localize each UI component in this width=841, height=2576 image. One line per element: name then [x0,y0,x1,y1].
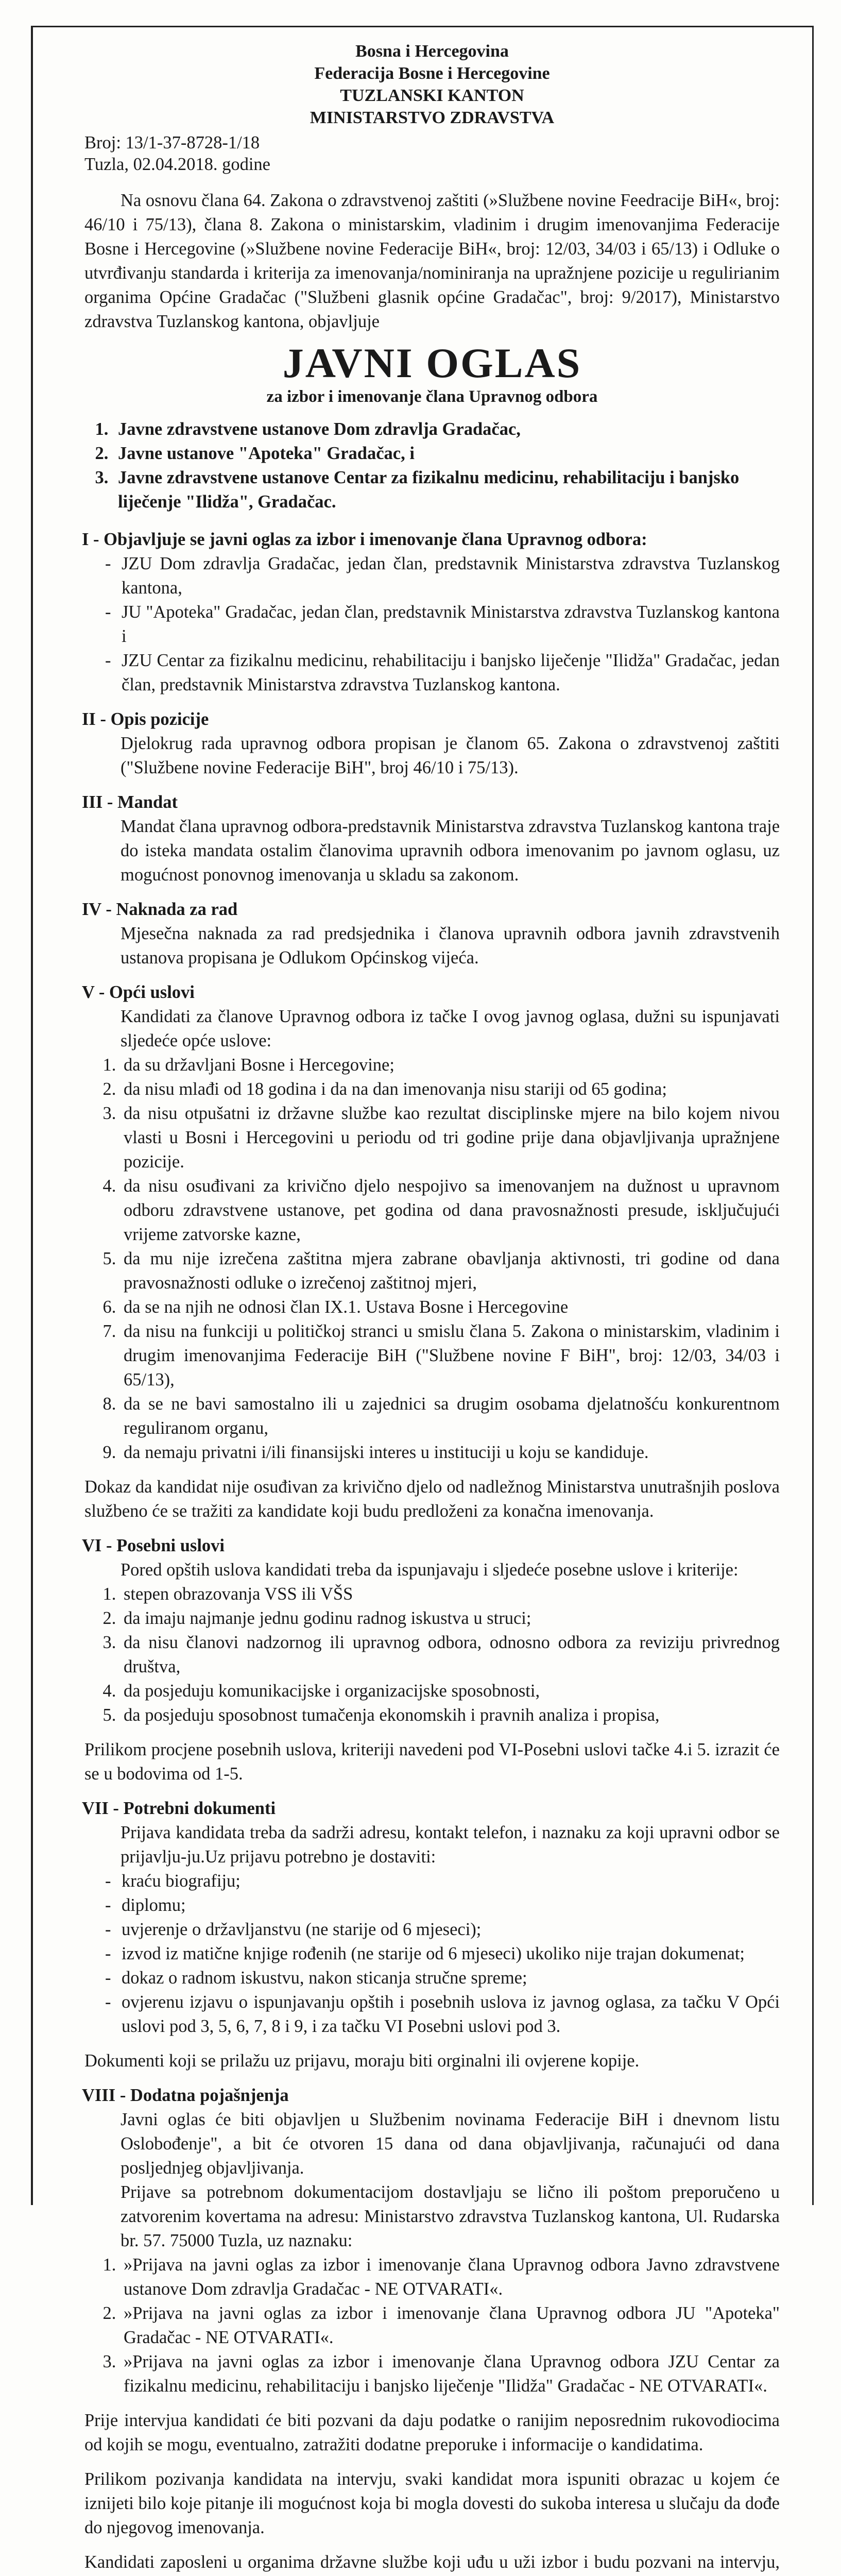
section-additional-clarifications [84,2083,780,2398]
section-heading: I - Objavljuje se javni oglas za izbor i imenovanje člana Upravnog odbora: [82,530,647,549]
list-item: - izvod iz matične knjige rođenih (ne starije od 6 mjeseci) ukoliko nije trajan dokumenat; [105,1942,780,1966]
section-lead: Prijava kandidata treba da sadrži adresu, kontakt telefon, i naznaku za koji upravni odbor se prijavlju-ju.Uz prijavu potrebno je dostaviti: [121,1823,780,1867]
publication-paragraph: Javni oglas će biti objavljen u Službenim novinama Federacije BiH i dnevnom listu Oslobođenje", a bit će otvoren 15 dana od dana objavljivanja, računajući od dana posljednjeg objavljivanja. [121,2110,780,2178]
section-heading: IV - Naknada za rad [82,900,238,919]
intro-paragraph: Na osnovu člana 64. Zakona o zdravstvenoj zaštiti (»Službene novine Feedracije BiH«, broj: 46/10 i 75/13), člana 8. Zakona o ministarskim, vladinim i drugim imenovanjima Federacije Bosne i Hercegovine (»Službene novine Federacije BiH«, broj: 12/03, 34/03 i 65/13) i Odluke o utvrđivanju standarda i kriterija za imenovanja/nominiranja na upražnjene pozicije u regulirianim organima Općine Gradačac ("Službeni glasnik općine Gradačac", broj: 9/2017), Ministarstvo zdravstva Tuzlanskog kantona, objavljuje [84,191,780,331]
section-text: Djelokrug rada upravnog odbora propisan je članom 65. Zakona o zdravstvenoj zaštiti ("Službene novine Federacije BiH", broj 46/10 i 75/13). [121,734,780,777]
special-conditions-list [84,1582,780,1727]
list-item: 6. da se na njih ne odnosi član IX.1. Ustava Bosne i Hercegovine [121,1295,780,1319]
header-ministry: MINISTARSTVO ZDRAVSTVA [310,108,555,127]
required-documents-list [84,1869,780,2039]
list-item: - JZU Centar za fizikalnu medicinu, rehabilitaciju i banjsko liječenje "Ilidža" Gradačac, jedan član, predstavnik Ministarstva zdravstva Tuzlanskog kantona. [105,649,780,697]
criminal-record-note: Dokaz da kandidat nije osuđivan za krivično djelo od nadležnog Ministarstva unutrašnjih poslova službeno će se tražiti za kandidate koji budu predloženi za konačna imenovanja. [84,1477,780,1521]
submission-paragraph: Prijave sa potrebnom dokumentacijom dostavljaju se lično ili poštom preporučeno u zatvorenim kovertama na adresu: Ministarstvo zdravstva Tuzlanskog kantona, Ul. Rudarska br. 57. 75000 Tuzla, uz naznaku: [121,2182,780,2250]
list-item: 3. da nisu otpušatni iz državne službe kao rezultat disciplinske mjere na bilo kojem nivou vlasti u Bosni i Hercegovini u periodu od tri godine prije dana objavljivanja upražnjene pozicije. [121,1101,780,1174]
list-item: - JU "Apoteka" Gradačac, jedan član, predstavnik Ministarstva zdravstva Tuzlanskog kantona i [105,600,780,649]
section-general-conditions [84,980,780,1465]
list-item: 1. »Prijava na javni oglas za izbor i imenovanje člana Upravnog odbora Javno zdravstvene ustanove Dom zdravlja Gradačac - NE OTVARATI«. [121,2253,780,2301]
list-item: 8. da se ne bavi samostalno ili u zajednici sa drugim osobama djelatnošću konkurentnom reguliranom organu, [121,1392,780,1440]
institution-item: 2. Javne ustanove "Apoteka" Gradačac, i [113,442,780,466]
civil-servants-paragraph: Kandidati zaposleni u organima državne službe koji uđu u uži izbor i budu pozvani na intervju, [84,2552,780,2572]
document-content [84,40,780,2576]
section-heading: VII - Potrebni dokumenti [82,1799,276,1818]
section-heading: V - Opći uslovi [82,982,195,1002]
issuer-header [84,40,780,129]
document-title: JAVNI OGLAS [282,340,582,386]
list-item: 3. »Prijava na javni oglas za izbor i imenovanje člana Upravnog odbora JZU Centar za fizikalnu medicinu, rehabilitaciju i banjsko liječenje "Ilidža" Gradačac - NE OTVARATI«. [121,2350,780,2398]
list-item: 5. da posjeduju sposobnost tumačenja ekonomskih i pravnih analiza i propisa, [121,1703,780,1727]
envelope-labels-list [84,2253,780,2398]
section-heading: III - Mandat [82,792,178,812]
general-conditions-list [84,1053,780,1465]
section-special-conditions [84,1534,780,1727]
board-positions-list [84,552,780,697]
reference-number: Broj: 13/1-37-8728-1/18 [84,133,260,152]
section-text: Mjesečna naknada za rad predsjednika i članova upravnih odbora javnih zdravstvenih ustanova propisana je Odlukom Općinskog vijeća. [121,924,780,968]
list-item: 1. da su državljani Bosne i Hercegovine; [121,1053,780,1077]
list-item: 3. da nisu članovi nadzornog ili upravnog odbora, odnosno odbora za reviziju privrednog društva, [121,1631,780,1679]
conflict-of-interest-paragraph: Prilikom pozivanja kandidata na intervju, svaki kandidat mora ispuniti obrazac u kojem će iznijeti bilo koje pitanje ili mogućnost koja bi mogla dovesti do sukoba interesa u slučaju da dođe do njegovog imenovanja. [84,2469,780,2537]
institutions-list [84,417,780,514]
section-mandate [84,790,780,887]
section-lead: Kandidati za članove Upravnog odbora iz tačke I ovog javnog oglasa, dužni su ispunjavati sljedeće opće uslove: [121,1007,780,1050]
list-item: - dokaz o radnom iskustvu, nakon sticanja stručne spreme; [105,1966,780,1990]
header-federation: Federacija Bosne i Hercegovine [314,64,550,83]
interview-references-paragraph: Prije intervjua kandidati će biti pozvani da daju podatke o ranijim neposrednim rukovodiocima od kojih se mogu, eventualno, zatražiti dodatne preporuke i informacije o kandidatima. [84,2411,780,2454]
document-frame [31,26,814,2572]
list-item: 9. da nemaju privatni i/ili finansijski interes u instituciji u koju se kandiduje. [121,1440,780,1465]
list-item: 2. da imaju najmanje jednu godinu radnog iskustva u struci; [121,1606,780,1631]
section-compensation [84,897,780,970]
section-required-documents [84,1797,780,2039]
scoring-note: Prilikom procjene posebnih uslova, kriteriji navedeni pod VI-Posebni uslovi tačke 4.i 5. izrazit će se u bodovima od 1-5. [84,1740,780,1784]
documents-note: Dokumenti koji se prilažu uz prijavu, moraju biti orginalni ili ovjerene kopije. [84,2051,640,2071]
list-item: 2. da nisu mlađi od 18 godina i da na dan imenovanja nisu stariji od 65 godina; [121,1077,780,1101]
list-item: - diplomu; [105,1893,780,1918]
section-heading: VI - Posebni uslovi [82,1536,225,1555]
list-item: - ovjerenu izjavu o ispunjavanju opštih i posebnih uslova iz javnog oglasa, za tačku V Opći uslovi pod 3, 5, 6, 7, 8 i 9, i za tačku VI Posebni uslovi pod 3. [105,1990,780,2039]
list-item: - JZU Dom zdravlja Gradačac, jedan član, predstavnik Ministarstva zdravstva Tuzlanskog kantona, [105,552,780,600]
section-position-description [84,707,780,780]
section-announcement [84,528,780,697]
section-heading: II - Opis pozicije [82,709,209,729]
list-item: 5. da mu nije izrečena zaštitna mjera zabrane obavljanja aktivnosti, tri godine od dana pravosnažnosti odluke o izrečenoj zaštitnoj mjeri, [121,1247,780,1295]
document-meta [84,132,780,175]
section-text: Mandat člana upravnog odbora-predstavnik Ministarstva zdravstva Tuzlanskog kantona traje do isteka mandata ostalim članovima upravnih odbora imenovanim po javnom oglasu, uz mogućnost ponovnog imenovanja u skladu sa zakonom. [121,817,780,885]
place-date: Tuzla, 02.04.2018. godine [84,155,270,174]
list-item: - uvjerenje o državljanstvu (ne starije od 6 mjeseci); [105,1918,780,1942]
list-item: 2. »Prijava na javni oglas za izbor i imenovanje člana Upravnog odbora JU "Apoteka" Gradačac - NE OTVARATI«. [121,2301,780,2350]
list-item: 7. da nisu na funkciji u političkoj stranci u smislu člana 5. Zakona o ministarskim, vladinim i drugim imenovanjima Federacije BiH ("Službene novine F BiH", broj: 12/03, 34/03 i 65/13), [121,1319,780,1392]
document-subtitle: za izbor i imenovanje člana Upravnog odbora [266,387,598,406]
header-canton: TUZLANSKI KANTON [340,86,524,105]
institution-item: 3. Javne zdravstvene ustanove Centar za fizikalnu medicinu, rehabilitaciju i banjsko liječenje "Ilidža", Gradačac. [113,466,780,514]
list-item: 4. da posjeduju komunikacijske i organizacijske sposobnosti, [121,1679,780,1703]
header-country: Bosna i Hercegovina [355,42,509,61]
list-item: - kraću biografiju; [105,1869,780,1893]
section-lead: Pored opštih uslova kandidati treba da ispunjavaju i sljedeće posebne uslove i kriterije: [121,1560,739,1580]
list-item: 4. da nisu osuđivani za krivično djelo nespojivo sa imenovanjem na dužnost u upravnom odboru zdravstvene ustanove, pet godina od dana pravosnažnosti presude, isključujući vrijeme zatvorske kazne, [121,1174,780,1247]
section-heading: VIII - Dodatna pojašnjenja [82,2086,289,2105]
institution-item: 1. Javne zdravstvene ustanove Dom zdravlja Gradačac, [113,417,780,442]
list-item: 1. stepen obrazovanja VSS ili VŠS [121,1582,780,1606]
